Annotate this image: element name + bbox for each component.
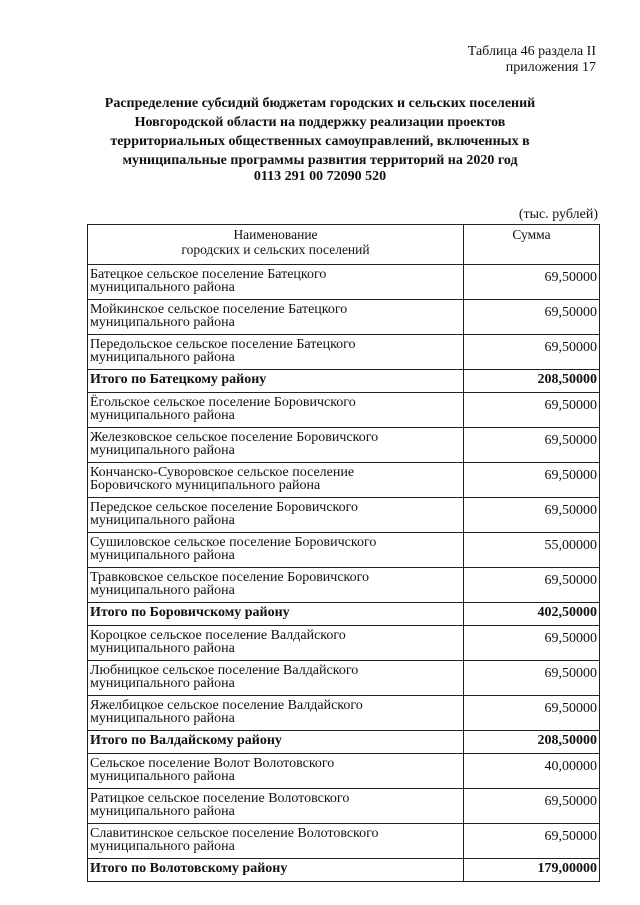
settlement-name: [88, 661, 464, 696]
settlement-name-line-2: муниципального района: [90, 583, 235, 598]
settlement-name: [88, 754, 464, 789]
district-total-row: [88, 859, 600, 882]
table-row: [88, 696, 600, 731]
settlement-name-line-2: муниципального района: [90, 408, 235, 423]
table-row: [88, 498, 600, 533]
settlement-name-line-1: Кончанско-Суворовское сельское поселение: [90, 465, 355, 480]
district-total-label: Итого по Валдайскому району: [88, 731, 464, 754]
budget-code: 0113 291 00 72090 520: [253, 169, 387, 184]
table-header-row: [88, 225, 600, 265]
title-line-4: муниципальные программы развития территорий на 2020 год: [122, 153, 518, 168]
settlement-name-line-1: Короцкое сельское поселение Валдайского: [90, 628, 346, 643]
settlement-name-line-1: Передольское сельское поселение Батецкого: [90, 337, 356, 352]
settlement-name-line-2: муниципального района: [90, 443, 235, 458]
column-header-name-line-1: Наименование: [233, 227, 318, 242]
settlement-name-line-2: Боровичского муниципального района: [90, 478, 321, 493]
document-title: [60, 94, 580, 170]
unit-label: (тыс. рублей): [518, 207, 598, 222]
subsidy-amount: 69,50000: [464, 498, 600, 533]
table-row: [88, 335, 600, 370]
settlement-name-line-2: муниципального района: [90, 548, 235, 563]
subsidy-amount: 69,50000: [464, 463, 600, 498]
settlement-name-line-1: Сушиловское сельское поселение Боровичского: [90, 535, 377, 550]
subsidy-amount: 69,50000: [464, 789, 600, 824]
table-row: [88, 265, 600, 300]
subsidy-amount: 69,50000: [464, 696, 600, 731]
district-total-row: [88, 731, 600, 754]
table-row: [88, 789, 600, 824]
column-header-sum: Сумма: [464, 225, 600, 265]
subsidy-amount: 55,00000: [464, 533, 600, 568]
table-reference: [396, 44, 596, 76]
settlement-name: [88, 696, 464, 731]
settlement-name: [88, 498, 464, 533]
table-row: [88, 463, 600, 498]
settlement-name: [88, 568, 464, 603]
settlement-name-line-2: муниципального района: [90, 711, 235, 726]
table-row: [88, 533, 600, 568]
settlement-name-line-2: муниципального района: [90, 513, 235, 528]
settlement-name: [88, 789, 464, 824]
settlement-name-line-1: Мойкинское сельское поселение Батецкого: [90, 302, 348, 317]
settlement-name-line-1: Ратицкое сельское поселение Волотовского: [90, 791, 350, 806]
settlement-name-line-2: муниципального района: [90, 769, 235, 784]
district-total-amount: 179,00000: [464, 859, 600, 882]
subsidy-amount: 69,50000: [464, 568, 600, 603]
title-line-2: Новгородской области на поддержку реализации проектов: [134, 115, 506, 130]
table-body: [88, 265, 600, 882]
settlement-name-line-2: муниципального района: [90, 280, 235, 295]
settlement-name-line-1: Травковское сельское поселение Боровичского: [90, 570, 370, 585]
settlement-name-line-2: муниципального района: [90, 641, 235, 656]
settlement-name-line-1: Славитинское сельское поселение Волотовского: [90, 826, 379, 841]
district-total-row: [88, 370, 600, 393]
settlement-name: [88, 300, 464, 335]
settlement-name: [88, 335, 464, 370]
settlement-name-line-1: Передское сельское поселение Боровичского: [90, 500, 359, 515]
subsidy-amount: 69,50000: [464, 335, 600, 370]
district-total-amount: 402,50000: [464, 603, 600, 626]
settlement-name-line-1: Сельское поселение Волот Волотовского: [90, 756, 335, 771]
settlement-name-line-1: Ёгольское сельское поселение Боровичского: [90, 395, 356, 410]
district-total-label: Итого по Боровичскому району: [88, 603, 464, 626]
settlement-name: [88, 463, 464, 498]
settlement-name-line-1: Батецкое сельское поселение Батецкого: [90, 267, 327, 282]
title-line-1: Распределение субсидий бюджетам городских и сельских поселений: [104, 96, 536, 111]
table-row: [88, 754, 600, 789]
district-total-row: [88, 603, 600, 626]
subsidy-amount: 69,50000: [464, 300, 600, 335]
subsidy-amount: 69,50000: [464, 428, 600, 463]
table-row: [88, 300, 600, 335]
table-row: [88, 824, 600, 859]
table-row: [88, 626, 600, 661]
settlement-name-line-2: муниципального района: [90, 804, 235, 819]
settlement-name: [88, 265, 464, 300]
settlement-name-line-2: муниципального района: [90, 315, 235, 330]
table-row: [88, 568, 600, 603]
settlement-name-line-2: муниципального района: [90, 350, 235, 365]
settlement-name: [88, 428, 464, 463]
table-reference-line-2: приложения 17: [505, 60, 596, 75]
settlement-name-line-1: Железковское сельское поселение Боровичского: [90, 430, 379, 445]
subsidy-amount: 69,50000: [464, 661, 600, 696]
settlement-name: [88, 824, 464, 859]
table-row: [88, 661, 600, 696]
subsidy-table: [87, 224, 600, 882]
subsidy-amount: 69,50000: [464, 393, 600, 428]
district-total-amount: 208,50000: [464, 731, 600, 754]
district-total-amount: 208,50000: [464, 370, 600, 393]
subsidy-amount: 69,50000: [464, 265, 600, 300]
column-header-name-line-2: городских и сельских поселений: [181, 242, 370, 257]
table-row: [88, 428, 600, 463]
settlement-name: [88, 626, 464, 661]
settlement-name: [88, 533, 464, 568]
settlement-name-line-1: Яжелбицкое сельское поселение Валдайского: [90, 698, 363, 713]
settlement-name-line-2: муниципального района: [90, 676, 235, 691]
district-total-label: Итого по Волотовскому району: [88, 859, 464, 882]
settlement-name-line-2: муниципального района: [90, 839, 235, 854]
title-line-3: территориальных общественных самоуправлений, включенных в: [110, 134, 530, 149]
subsidy-amount: 69,50000: [464, 824, 600, 859]
table-row: [88, 393, 600, 428]
subsidy-amount: 40,00000: [464, 754, 600, 789]
settlement-name: [88, 393, 464, 428]
settlement-name-line-1: Любницкое сельское поселение Валдайского: [90, 663, 359, 678]
column-header-name: [88, 225, 464, 265]
subsidy-amount: 69,50000: [464, 626, 600, 661]
district-total-label: Итого по Батецкому району: [88, 370, 464, 393]
table-reference-line-1: Таблица 46 раздела II: [467, 44, 596, 59]
